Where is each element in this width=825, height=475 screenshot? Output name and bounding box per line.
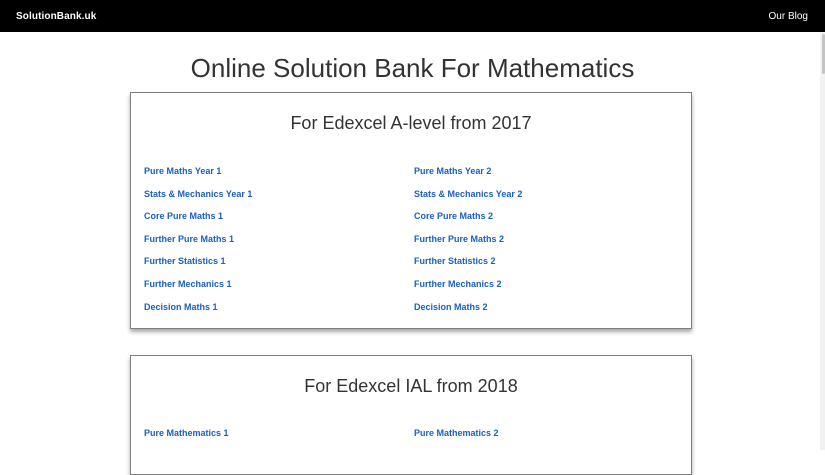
link-pure-mathematics-2[interactable]: Pure Mathematics 2: [414, 428, 499, 438]
link-pure-mathematics-1[interactable]: Pure Mathematics 1: [144, 428, 229, 438]
link-core-pure-maths-1[interactable]: Core Pure Maths 1: [144, 211, 224, 222]
link-pure-maths-year-1[interactable]: Pure Maths Year 1: [144, 166, 222, 176]
section-title: For Edexcel A-level from 2017: [290, 113, 532, 133]
section-card-alevel: [130, 92, 692, 329]
link-row: [144, 278, 684, 301]
link-stats-mechanics-year-2[interactable]: Stats & Mechanics Year 2: [414, 188, 523, 199]
link-further-pure-maths-1[interactable]: Further Pure Maths 1: [144, 233, 235, 244]
link-grid: [144, 427, 684, 450]
link-further-mechanics-1[interactable]: Further Mechanics 1: [144, 278, 232, 289]
top-navbar: [0, 0, 825, 32]
page-title: Online Solution Bank For Mathematics: [190, 53, 635, 83]
section-card-ial: [130, 355, 692, 475]
link-further-statistics-2[interactable]: Further Statistics 2: [414, 256, 496, 267]
link-row: [144, 427, 684, 450]
link-further-mechanics-2[interactable]: Further Mechanics 2: [414, 278, 502, 289]
link-decision-maths-1[interactable]: Decision Maths 1: [144, 301, 218, 312]
link-further-pure-maths-2[interactable]: Further Pure Maths 2: [414, 233, 505, 244]
link-core-pure-maths-2[interactable]: Core Pure Maths 2: [414, 211, 494, 222]
section-title: For Edexcel IAL from 2018: [304, 376, 518, 396]
link-row: [144, 165, 684, 188]
our-blog-link[interactable]: Our Blog: [768, 10, 808, 22]
brand-link[interactable]: SolutionBank.uk: [16, 10, 97, 22]
link-decision-maths-2[interactable]: Decision Maths 2: [414, 301, 488, 312]
link-stats-mechanics-year-1[interactable]: Stats & Mechanics Year 1: [144, 188, 253, 199]
link-further-statistics-1[interactable]: Further Statistics 1: [144, 256, 226, 267]
link-pure-maths-year-2[interactable]: Pure Maths Year 2: [414, 166, 492, 176]
link-row: [144, 301, 684, 324]
link-row: [144, 188, 684, 211]
link-row: [144, 210, 684, 233]
link-row: [144, 233, 684, 256]
link-grid: [144, 165, 684, 323]
page-scrollbar[interactable]: [820, 32, 825, 450]
link-row: [144, 255, 684, 278]
